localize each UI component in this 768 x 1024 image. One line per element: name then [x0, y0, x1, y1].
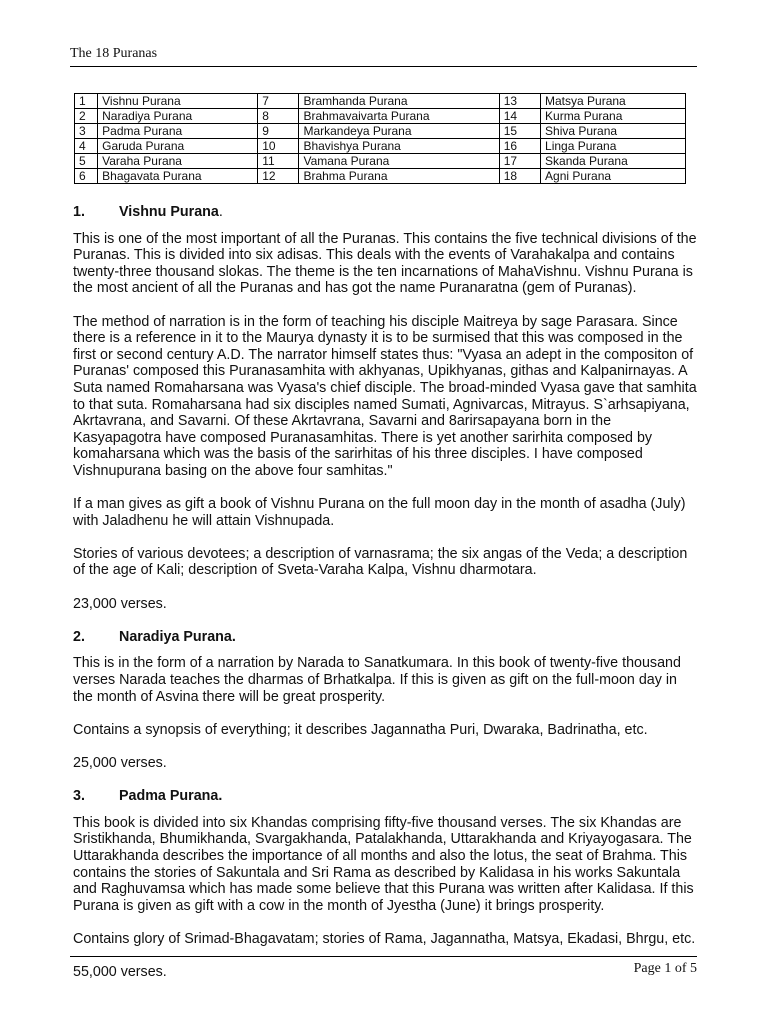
purana-name-cell: Naradiya Purana: [98, 109, 258, 124]
purana-number-cell: 4: [75, 139, 98, 154]
purana-name-cell: Linga Purana: [541, 139, 686, 154]
purana-number-cell: 2: [75, 109, 98, 124]
footer-rule: [70, 956, 697, 957]
purana-name-cell: Markandeya Purana: [299, 124, 499, 139]
table-row: [75, 154, 686, 169]
section-vishnu-purana: [73, 204, 698, 612]
purana-name-cell: Skanda Purana: [541, 154, 686, 169]
purana-number-cell: 3: [75, 124, 98, 139]
page-header: [70, 46, 697, 67]
verse-count: 23,000 verses.: [73, 595, 167, 612]
section-heading: [73, 788, 698, 805]
purana-number-cell: 1: [75, 94, 98, 109]
paragraph: This is in the form of a narration by Narada to Sanatkumara. In this book of twenty-five thousand verses Narada teaches the dharmas of Brhatkalpa. If this is given as gift on the full-moon day in the month of Asvina there will be great prosperity.: [73, 655, 681, 705]
paragraph: The method of narration is in the form of teaching his disciple Maitreya by sage Parasara. Since there is a reference in it to the Maurya dynasty it is to be surmised that this was composed in the first or second century A.D. The narrator himself states thus: "Vyasa an adept in the compositon of Puranas' composed this Puranasamhita with akhyanas, Upikhyanas, githas and Kalpanirnayas. A Suta named Romaharsana was Vyasa's chief disciple. The broad-minded Vyasa gave that samhita to that suta. Romaharsana had six disciples named Sumati, Agnivarcas, Mitrayus. S`arhsapiyana, Akrtavrana, and Savarni. Of these Akrtavrana, Savarni and 8arirsapayana born in the Kasyapagotra have composed Puranasamhitas. There is yet another sarirhita composed by komaharsana which was the basis of the sarirhitas of his three disciples. I have composed Vishnupurana basing on the above four samhitas.": [73, 313, 697, 479]
paragraph: Contains glory of Srimad-Bhagavatam; stories of Rama, Jagannatha, Matsya, Ekadasi, Bhrgu, etc.: [73, 930, 696, 947]
table-row: [75, 139, 686, 154]
purana-index-table: [74, 93, 686, 184]
section-number: 3.: [73, 788, 85, 805]
purana-name-cell: Padma Purana: [98, 124, 258, 139]
purana-name-cell: Brahma Purana: [299, 169, 499, 184]
verse-count: 25,000 verses.: [73, 755, 167, 771]
purana-name-cell: Vishnu Purana: [98, 94, 258, 109]
table-row: [75, 169, 686, 184]
purana-number-cell: 6: [75, 169, 98, 184]
purana-name-cell: Shiva Purana: [541, 124, 686, 139]
section-title: Padma Purana.: [119, 788, 223, 805]
section-naradiya-purana: [73, 629, 698, 772]
purana-number-cell: 9: [258, 124, 299, 139]
purana-number-cell: 5: [75, 154, 98, 169]
purana-number-cell: 8: [258, 109, 299, 124]
purana-number-cell: 11: [258, 154, 299, 169]
purana-name-cell: Kurma Purana: [541, 109, 686, 124]
purana-name-cell: Vamana Purana: [299, 154, 499, 169]
verse-count: 55,000 verses.: [73, 964, 167, 981]
section-padma-purana: [73, 788, 698, 981]
purana-number-cell: 10: [258, 139, 299, 154]
purana-name-cell: Garuda Purana: [98, 139, 258, 154]
purana-number-cell: 12: [258, 169, 299, 184]
purana-number-cell: 17: [499, 154, 540, 169]
section-title-suffix: .: [218, 204, 223, 220]
purana-number-cell: 7: [258, 94, 299, 109]
paragraph: This book is divided into six Khandas comprising fifty-five thousand verses. The six Khandas are Sristikhanda, Bhumikhanda, Svargakhanda, Patalakhanda, Uttarakhanda and Kriyayogasara. The Uttarakhanda describes the importance of all months and also the lotus, the seat of Brahma. This contains the stories of Sakuntala and Sri Rama as described by Kalidasa in his works Sakuntala and Raghuvamsa which has made some believe that this Purana was written after Kalidasa. If this Purana is given as gift with a cow in the month of Jyestha (June) it brings prosperity.: [73, 814, 694, 914]
section-heading: [73, 629, 698, 646]
paragraph: Contains a synopsis of everything; it describes Jagannatha Puri, Dwaraka, Badrinatha, etc.: [73, 721, 648, 738]
page-number: Page 1 of 5: [633, 961, 697, 976]
section-title: Vishnu Purana: [119, 204, 219, 220]
section-title: Naradiya Purana.: [119, 628, 236, 645]
table-row: [75, 124, 686, 139]
table-row: [75, 109, 686, 124]
paragraph: Stories of various devotees; a description of varnasrama; the six angas of the Veda; a description of the age of Kali; description of Sveta-Varaha Kalpa, Vishnu dharmotara.: [73, 545, 688, 579]
purana-number-cell: 13: [499, 94, 540, 109]
paragraph: This is one of the most important of all the Puranas. This contains the five technical divisions of the Puranas. This is divided into six adisas. This deals with the events of Varahakalpa and contains twenty-three thousand slokas. The theme is the ten incarnations of MahaVishnu. Vishnu Purana is the most ancient of all the Puranas and has got the name Puranaratna (gem of Puranas).: [73, 230, 697, 297]
section-heading: [73, 204, 698, 221]
purana-name-cell: Matsya Purana: [541, 94, 686, 109]
purana-name-cell: Bramhanda Purana: [299, 94, 499, 109]
purana-name-cell: Bhavishya Purana: [299, 139, 499, 154]
section-number: 1.: [73, 204, 85, 220]
purana-name-cell: Bhagavata Purana: [98, 169, 258, 184]
purana-name-cell: Brahmavaivarta Purana: [299, 109, 499, 124]
document-body: [73, 204, 698, 997]
purana-number-cell: 16: [499, 139, 540, 154]
purana-number-cell: 15: [499, 124, 540, 139]
paragraph: If a man gives as gift a book of Vishnu Purana on the full moon day in the month of asadha (July) with Jaladhenu he will attain Vishnupada.: [73, 496, 686, 529]
purana-name-cell: Agni Purana: [541, 169, 686, 184]
purana-number-cell: 18: [499, 169, 540, 184]
purana-number-cell: 14: [499, 109, 540, 124]
table-row: [75, 94, 686, 109]
document-title: The 18 Puranas: [70, 46, 158, 61]
purana-name-cell: Varaha Purana: [98, 154, 258, 169]
section-number: 2.: [73, 628, 85, 645]
